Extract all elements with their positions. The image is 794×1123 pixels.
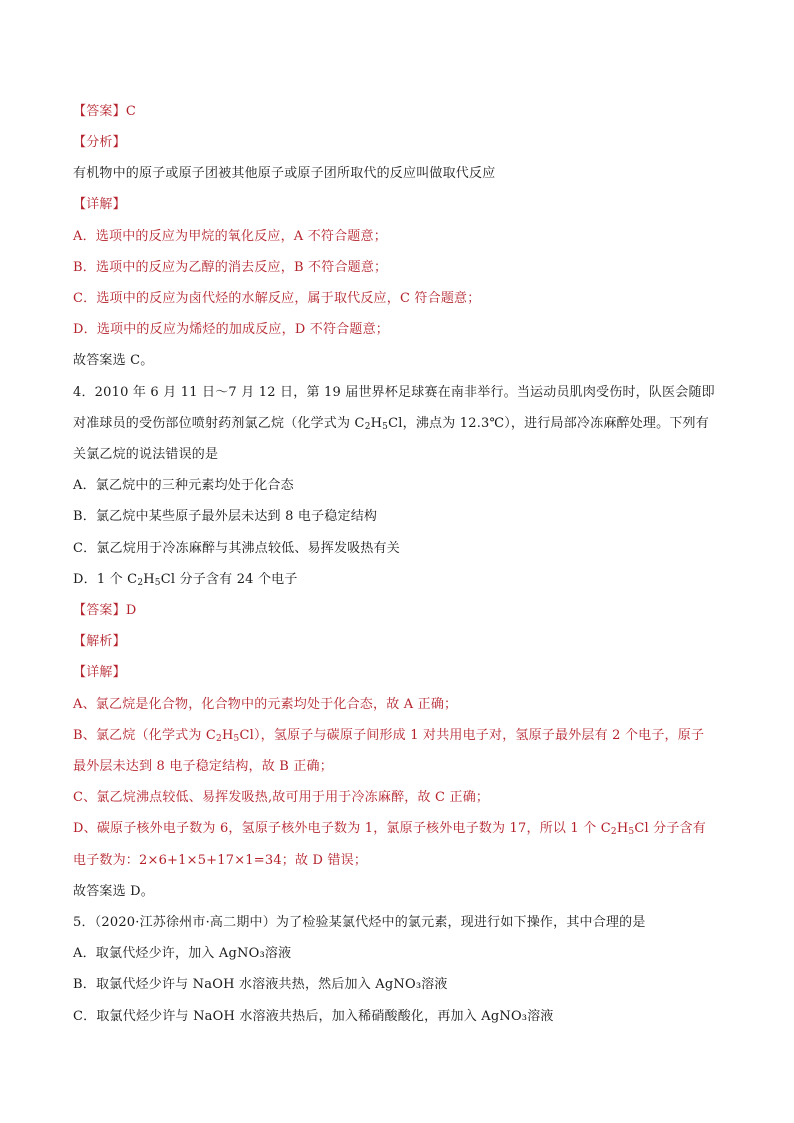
q4-stem-line2 [73, 415, 723, 433]
q4-detail-b-line1 [73, 727, 723, 745]
q4-option-c: C．氯乙烷用于冷冻麻醉与其沸点较低、易挥发吸热有关 [73, 541, 400, 556]
text-span: Cl，沸点为 12.3℃），进行局部冷冻麻醉处理。下列有 [388, 416, 709, 431]
answer-value: C [125, 104, 136, 119]
text-span: Cl 分子含有 24 个电子 [160, 572, 298, 587]
q4-detail-c: C、氯乙烷沸点较低、易挥发吸热,故可用于用于冷冻麻醉，故 C 正确； [73, 790, 490, 805]
subscript: 2 [364, 422, 371, 432]
text-span: Cl 分子含有 [634, 821, 706, 836]
subscript: 5 [154, 578, 161, 588]
subscript: 2 [216, 734, 222, 744]
text-span: Cl），氢原子与碳原子间形成 1 对共用电子对，氢原子最外层有 2 个电子，原子 [239, 728, 705, 743]
q5-option-b: B．取氯代烃少许与 NaOH 水溶液共热，然后加入 AgNO₃溶液 [73, 977, 448, 992]
q4-detail-d-line2: 电子数为：2×6+1×5+17×1=34；故 D 错误； [73, 853, 368, 868]
q4-conclusion: 故答案选 D。 [73, 884, 154, 899]
text-span: H [221, 728, 234, 743]
q4-option-b: B．氯乙烷中某些原子最外层未达到 8 电子稳定结构 [73, 509, 378, 524]
q4-detail-a: A、氯乙烷是化合物，化合物中的元素均处于化合态，故 A 正确； [73, 697, 458, 712]
q4-analysis-tag: 【解析】 [73, 634, 126, 649]
answer-tag: 【答案】 [73, 603, 126, 618]
q3-detail-tag: 【详解】 [73, 197, 126, 212]
q5-option-a: A．取氯代烃少许，加入 AgNO₃溶液 [73, 946, 292, 961]
q3-detail-a: A．选项中的反应为甲烷的氧化反应，A 不符合题意； [73, 229, 387, 244]
text-span: H [616, 821, 629, 836]
text-span: D、碳原子核外电子数为 6，氢原子核外电子数为 1，氯原子核外电子数为 17，所以 1 个 C [73, 821, 611, 836]
q5-stem: 5．（2020·江苏徐州市·高二期中）为了检验某氯代烃中的氯元素，现进行如下操作，其中合理的是 [73, 915, 646, 930]
q4-detail-tag: 【详解】 [73, 665, 126, 680]
answer-tag: 【答案】 [73, 104, 126, 119]
q4-detail-b-line2: 最外层未达到 8 电子稳定结构，故 B 正确； [73, 759, 333, 774]
q3-detail-c: C．选项中的反应为卤代烃的水解反应，属于取代反应，C 符合题意； [73, 291, 481, 306]
text-span: H [370, 416, 383, 431]
subscript: 5 [628, 827, 635, 837]
q3-conclusion: 故答案选 C。 [73, 353, 154, 368]
subscript: 2 [610, 827, 617, 837]
text-span: H [143, 572, 155, 587]
q3-answer-line [73, 103, 723, 121]
q4-answer-line [73, 602, 723, 620]
q4-option-a: A．氯乙烷中的三种元素均处于化合态 [73, 478, 294, 493]
q3-detail-b: B．选项中的反应为乙醇的消去反应，B 不符合题意； [73, 260, 388, 275]
q4-option-d [73, 571, 723, 589]
subscript: 5 [382, 422, 389, 432]
q3-analysis-text: 有机物中的原子或原子团被其他原子或原子团所取代的反应叫做取代反应 [73, 166, 496, 181]
text-span: B、氯乙烷（化学式为 C [73, 728, 217, 743]
q3-detail-d: D．选项中的反应为烯烃的加成反应，D 不符合题意； [73, 322, 389, 337]
text-span: D．1 个 C [73, 572, 138, 587]
q3-analysis-tag: 【分析】 [73, 135, 126, 150]
q4-stem-line1: 4．2010 年 6 月 11 日～7 月 12 日，第 19 届世界杯足球赛在南非举行。当运动员肌肉受伤时，队医会随即 [73, 385, 715, 400]
q4-detail-d-line1 [73, 820, 723, 838]
subscript: 5 [233, 734, 240, 744]
answer-value: D [125, 603, 137, 618]
text-span: 对准球员的受伤部位喷射药剂氯乙烷（化学式为 C [73, 416, 365, 431]
q5-option-c: C．取氯代烃少许与 NaOH 水溶液共热后，加入稀硝酸酸化，再加入 AgNO₃溶液 [73, 1009, 554, 1024]
q4-stem-line3: 关氯乙烷的说法错误的是 [73, 447, 219, 462]
subscript: 2 [137, 578, 144, 588]
